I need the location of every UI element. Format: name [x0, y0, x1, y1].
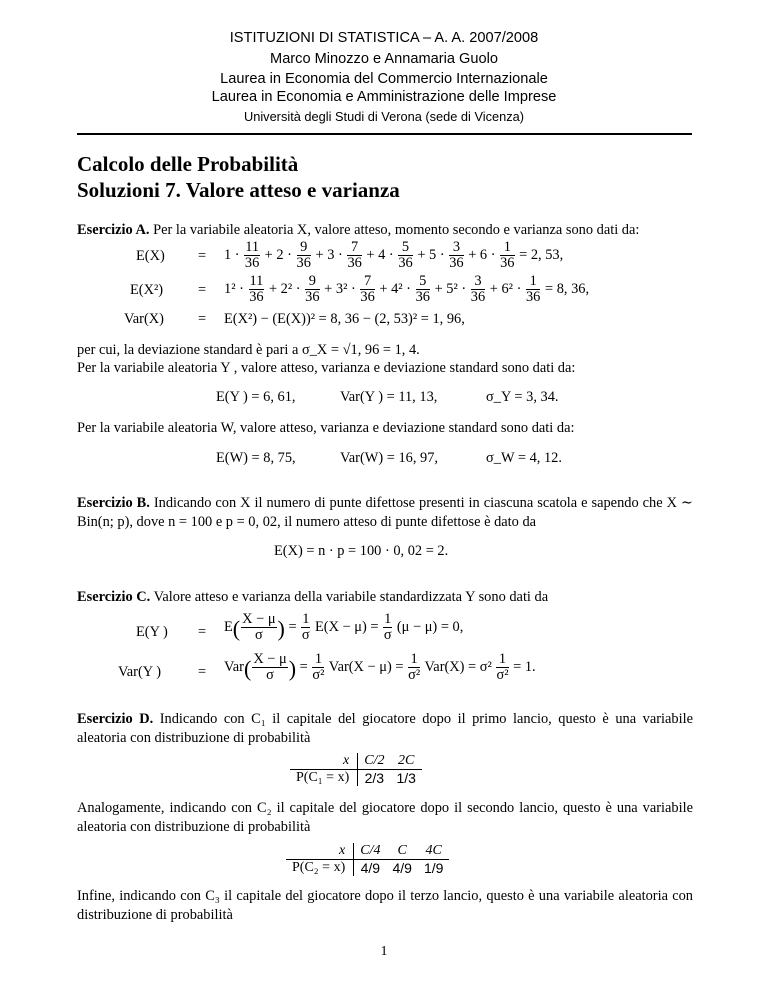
table2-value: C/4	[354, 843, 387, 860]
degree-2: Laurea in Economia e Amministrazione delle Imprese	[211, 89, 557, 105]
table1-prob: 1/3	[396, 770, 416, 786]
table1-value: 2C	[390, 753, 421, 770]
exercise-d-label: Esercizio D.	[77, 711, 154, 727]
exercise-b-text: Indicando con X il numero di punte difettose presenti in ciascuna scatola e sapendo che X ∼ Bin(n; p), dove n = 100 e p = 0, 02, il numero atteso di punte difettose è dato da	[77, 495, 693, 530]
exercise-c	[77, 588, 693, 607]
c-line2-body: Var( $\frac{X - \mu}{\sigma}$ ) = $\frac{1}{\text{σ²}}$ Var(X − μ) = $\frac{1}{\text{σ²}}$ Var(X) = σ² $\frac{1}{\text{σ²}}$ = 1.	[224, 651, 536, 683]
eq-sign-3: =	[198, 311, 207, 327]
w-var: Var(W) = 16, 97,	[340, 450, 439, 466]
exercise-d-text-3: Infine, indicando con C₃ il capitale del giocatore dopo il terzo lancio, questo è una variabile aleatoria con distribuzione di probabilità	[77, 888, 693, 923]
table2-value: C	[386, 843, 417, 860]
exercise-a-label: Esercizio A.	[77, 222, 150, 238]
table1-header-x: x	[290, 753, 358, 770]
c-eq-1: =	[198, 624, 207, 640]
exercise-a-intro	[77, 221, 693, 240]
ex-result: = 2, 53,	[519, 246, 564, 263]
w-sd: σ_W = 4, 12.	[486, 450, 562, 466]
ex2-lhs: E(X²)	[130, 282, 164, 298]
degree-1: Laurea in Economia del Commercio Internazionale	[220, 71, 548, 87]
y-intro: Per la variabile aleatoria Y , valore atteso, varianza e deviazione standard sono dati da:	[77, 360, 576, 376]
title-line-1: Calcolo delle Probabilità	[77, 152, 299, 176]
exercise-d-text-1: Indicando con C₁ il capitale del giocatore dopo il primo lancio, questo è una variabile aleatoria con distribuzione di probabilità	[77, 711, 693, 746]
y-mean: E(Y ) = 6, 61,	[216, 389, 296, 405]
course-header: ISTITUZIONI DI STATISTICA – A. A. 2007/2008	[229, 30, 539, 46]
table1-prob: 2/3	[364, 770, 385, 786]
c-line1-lhs: E(Y )	[136, 624, 168, 640]
authors: Marco Minozzo e Annamaria Guolo	[270, 51, 498, 67]
table2-prob: 4/9	[360, 860, 381, 876]
c-line1-body: E( $\frac{X - \mu}{\sigma}$ ) = $\frac{1}{\sigma}$ E(X − μ) = $\frac{1}{\sigma}$ (μ − μ) = 0,	[224, 611, 464, 643]
table2-value: 4C	[418, 843, 449, 860]
w-mean: E(W) = 8, 75,	[216, 450, 296, 466]
exercise-b-label: Esercizio B.	[77, 495, 150, 511]
exercise-c-text: Valore atteso e varianza della variabile standardizzata Y sono dati da	[153, 589, 549, 605]
c-line2-lhs: Var(Y )	[118, 664, 162, 680]
ex2-sum: 1² · $\frac{11}{36}$ + 2² · $\frac{9}{36}$ + 3² · $\frac{7}{36}$ + 4² · $\frac{5}{36}$ + 5² · $\frac{3}{36}$ + 6² · $\frac{1}{36}$ = 8, 36,	[224, 273, 590, 305]
exercise-b	[77, 494, 693, 532]
c-line2-result: = 1.	[513, 658, 536, 675]
w-intro: Per la variabile aleatoria W, valore atteso, varianza e deviazione standard sono dati da:	[77, 420, 575, 436]
c-eq-2: =	[198, 664, 207, 680]
exercise-d	[77, 710, 693, 748]
table2-prob: 1/9	[423, 860, 444, 876]
c-line1-result: = 0,	[440, 618, 464, 635]
table2-header-p: P(C₂ = x)	[286, 860, 354, 877]
header-rule	[77, 133, 692, 135]
var-lhs: Var(X)	[124, 311, 164, 327]
page-number: 1	[380, 944, 388, 959]
ex-lhs: E(X)	[136, 248, 165, 264]
y-var: Var(Y ) = 11, 13,	[340, 389, 438, 405]
eq-sign-2: =	[198, 282, 207, 298]
ex2-result: = 8, 36,	[544, 280, 590, 297]
var-rhs: E(X²) − (E(X))² = 8, 36 − (2, 53)² = 1, 96,	[224, 311, 465, 327]
university: Università degli Studi di Verona (sede di Vicenza)	[243, 109, 525, 124]
title-line-2: Soluzioni 7. Valore atteso e varianza	[77, 178, 400, 202]
exercise-d-text-2: Analogamente, indicando con C₂ il capitale del giocatore dopo il secondo lancio, questo è una variabile aleatoria con distribuzione di probabilità	[77, 800, 693, 835]
eq-sign-1: =	[198, 248, 207, 264]
table1-value: C/2	[358, 753, 391, 770]
exercise-a-text: Per la variabile aleatoria X, valore atteso, momento secondo e varianza sono dati da:	[153, 222, 640, 238]
table2-header-x: x	[286, 843, 354, 860]
table2-prob: 4/9	[392, 860, 412, 876]
distribution-table-c1	[290, 753, 422, 786]
y-sd: σ_Y = 3, 34.	[486, 389, 559, 405]
exercise-b-eq: E(X) = n · p = 100 · 0, 02 = 2.	[274, 543, 449, 559]
table1-header-p: P(C₁ = x)	[290, 770, 358, 787]
sd-text: per cui, la deviazione standard è pari a σ_X = √1, 96 = 1, 4.	[77, 342, 420, 358]
distribution-table-c2	[286, 843, 449, 876]
exercise-c-label: Esercizio C.	[77, 589, 151, 605]
ex-sum: 1 · $\frac{11}{36}$ + 2 · $\frac{9}{36}$ + 3 · $\frac{7}{36}$ + 4 · $\frac{5}{36}$ + 5 · $\frac{3}{36}$ + 6 · $\frac{1}{36}$ = 2, 53,	[224, 239, 564, 271]
